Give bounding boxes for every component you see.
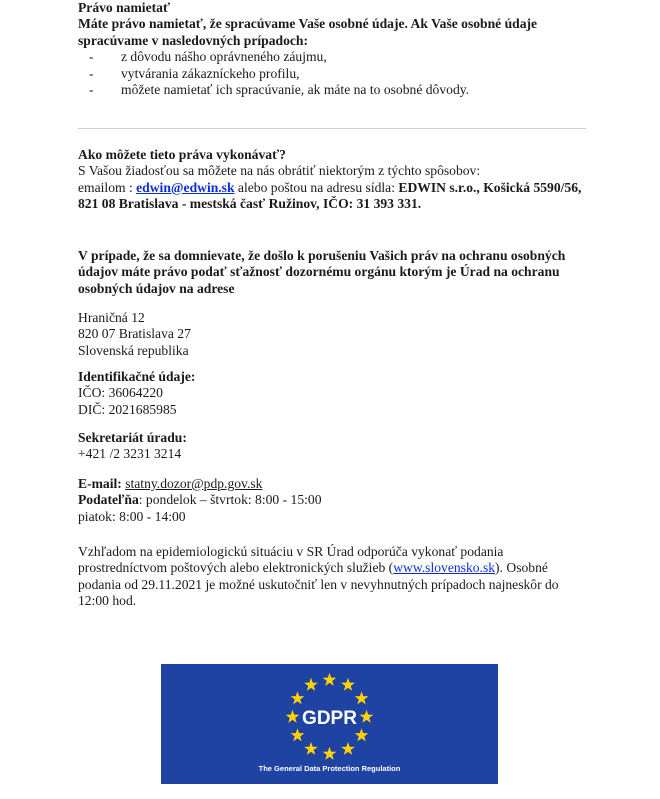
gdpr-banner bbox=[161, 664, 498, 784]
exercise-heading: Ako môžete tieto práva vykonávať? bbox=[78, 147, 286, 162]
list-item: - vytvárania zákazníckeho profilu, bbox=[89, 65, 300, 81]
authority-email-link[interactable]: statny.dozor@pdp.gov.sk bbox=[125, 476, 263, 491]
authority-address bbox=[78, 310, 590, 359]
secretariat-phone: +421 /2 3231 3214 bbox=[78, 446, 182, 462]
list-item: - z dôvodu nášho oprávneného záujmu, bbox=[89, 49, 327, 65]
objection-heading: Právo namietať bbox=[78, 0, 171, 15]
exercise-line: S Vašou žiadosťou sa môžete na nás obrátiť niektorým z týchto spôsobov: bbox=[78, 163, 481, 179]
address-country: Slovenská republika bbox=[78, 342, 189, 358]
ids-section bbox=[78, 369, 590, 418]
address-street: Hraničná 12 bbox=[78, 310, 145, 325]
contact-section bbox=[78, 476, 590, 525]
company-address: EDWIN s.r.o., Košická 5590/56, 821 08 Bratislava - mestská časť Ružinov, IČO: 31 393 331. bbox=[78, 179, 582, 212]
secretariat-heading: Sekretariát úradu: bbox=[78, 430, 187, 445]
ids-dic: DIČ: 2021685985 bbox=[78, 401, 177, 417]
objection-intro: Máte právo namietať, že spracúvame Vaše osobné údaje. Ak Vaše osobné údaje spracúvame v nasledovných prípadoch: bbox=[78, 16, 538, 48]
slovensko-link[interactable]: www.slovensko.sk bbox=[393, 560, 496, 576]
gdpr-caption: The General Data Protection Regulation bbox=[258, 764, 401, 773]
list-item: - môžete namietať ich spracúvanie, ak máte na to osobné dôvody. bbox=[89, 82, 470, 98]
gdpr-banner-graphic bbox=[161, 664, 498, 784]
exercise-contact: emailom : edwin@edwin.sk alebo poštou na adresu sídla: EDWIN s.r.o., Košická 5590/56, 821 08 Bratislava - mestská časť Ružinov, IČO: 31 393 331. bbox=[78, 179, 582, 212]
ids-heading: Identifikačné údaje: bbox=[78, 369, 196, 384]
company-email-link[interactable]: edwin@edwin.sk bbox=[136, 179, 235, 195]
objection-list bbox=[78, 49, 590, 98]
complaint-section bbox=[78, 248, 590, 297]
contact-email-line: E-mail: statny.dozor@pdp.gov.sk bbox=[78, 476, 263, 491]
section-divider bbox=[78, 128, 586, 129]
exercise-section bbox=[78, 147, 590, 213]
ids-ico: IČO: 36064220 bbox=[78, 385, 163, 401]
complaint-text: V prípade, že sa domnievate, že došlo k porušeniu Vašich práv na ochranu osobných údajov máte právo podať sťažnosť dozornému orgánu ktorým je Úrad na ochranu osobných údajov na adrese bbox=[78, 248, 566, 296]
friday-hours: piatok: 8:00 - 14:00 bbox=[78, 508, 186, 524]
objection-section bbox=[78, 0, 590, 98]
secretariat-section bbox=[78, 430, 590, 463]
notice-text: Vzhľadom na epidemiologickú situáciu v SR Úrad odporúča vykonať podania prostredníctvom poštových alebo elektronických služieb (www.slovensko.sk). Osobné podania od 29.11.2021 je možné uskutočniť len v nevyhnutných prípadoch najneskôr do 12:00 hod. bbox=[78, 544, 559, 609]
gdpr-logo-text: GDPR bbox=[302, 708, 357, 729]
address-city: 820 07 Bratislava 27 bbox=[78, 326, 191, 342]
desk-hours-line: Podateľňa: pondelok – štvrtok: 8:00 - 15:00 bbox=[78, 492, 322, 508]
notice-section bbox=[78, 544, 590, 610]
